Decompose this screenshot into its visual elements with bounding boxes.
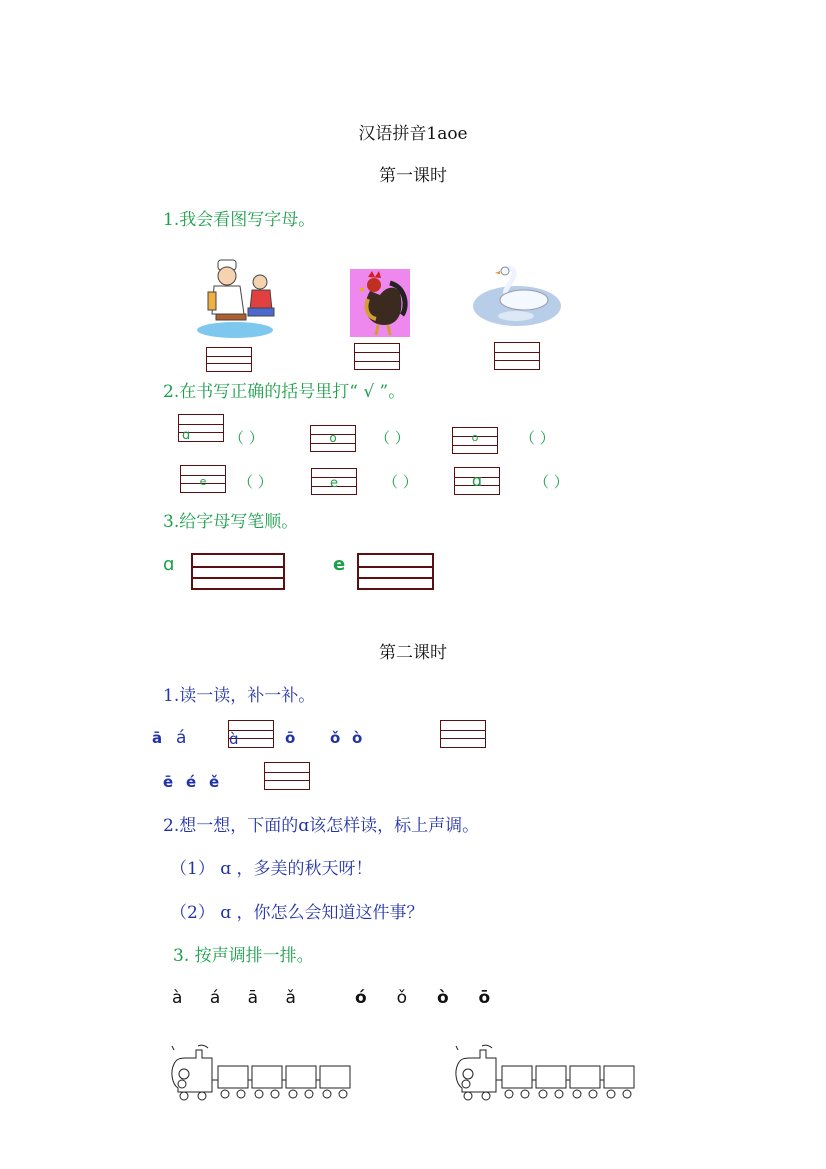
- tone-e2: é: [186, 773, 197, 791]
- fill-grid[interactable]: [264, 762, 310, 790]
- stroke-letter-a: ɑ: [163, 554, 175, 575]
- answer-parens[interactable]: （ ）: [383, 473, 418, 491]
- letter-grid: [311, 468, 357, 495]
- stroke-letter-e: e: [333, 554, 346, 575]
- l1-question-1: 1.我会看图写字母。: [163, 210, 316, 230]
- tone-letter: ō: [478, 988, 491, 1008]
- tone-o1: ō: [285, 729, 296, 747]
- tone-o3: ò: [352, 729, 363, 747]
- lesson1-heading: 第一课时: [379, 166, 447, 186]
- tone-e3: ě: [209, 773, 220, 791]
- l2-q2-item-1: （1） ɑ ，多美的秋天呀！: [170, 859, 373, 879]
- doctor-child-picture: [190, 252, 280, 340]
- tone-letter: ò: [436, 988, 449, 1008]
- writing-grid[interactable]: [206, 347, 252, 372]
- letter-grid: [454, 467, 500, 495]
- tone-row-a: [172, 990, 296, 1007]
- tone-o2: ǒ: [330, 729, 341, 747]
- tone-row-o: [355, 990, 490, 1007]
- stroke-order-grid[interactable]: [191, 553, 285, 590]
- l2-question-1: 1.读一读，补一补。: [163, 686, 316, 706]
- answer-parens[interactable]: （ ）: [229, 429, 264, 447]
- tone-letter: á: [209, 988, 221, 1008]
- l2-q2-item-2: （2） ɑ ，你怎么会知道这件事？: [170, 903, 424, 923]
- tone-letter: à: [172, 988, 183, 1008]
- tone-letter: ā: [247, 988, 259, 1008]
- letter-grid: [452, 427, 498, 454]
- l2-question-2: 2.想一想，下面的ɑ该怎样读，标上声调。: [163, 816, 480, 836]
- tone-letter: ǎ: [285, 988, 296, 1008]
- tone-letter: ǒ: [396, 988, 408, 1008]
- answer-parens[interactable]: （ ）: [238, 473, 273, 491]
- letter-sample: e: [199, 475, 207, 488]
- swan-picture: [472, 262, 562, 330]
- stroke-order-grid[interactable]: [357, 553, 434, 590]
- rooster-picture: [350, 269, 410, 337]
- l1-question-2: 2.在书写正确的括号里打“ √ ”。: [163, 382, 406, 402]
- l1-question-3: 3.给字母写笔顺。: [163, 512, 299, 532]
- tone-a1: ā: [152, 729, 163, 747]
- writing-grid[interactable]: [494, 342, 540, 370]
- fill-grid[interactable]: [228, 720, 274, 748]
- lesson2-heading: 第二课时: [379, 643, 447, 663]
- l2-question-3: 3. 按声调排一排。: [173, 946, 314, 966]
- train-picture: [452, 1044, 644, 1104]
- tone-letter: ó: [355, 988, 367, 1008]
- letter-grid: [180, 465, 226, 493]
- tone-a2: á: [176, 728, 187, 748]
- letter-sample: ɑ: [182, 428, 191, 443]
- answer-parens[interactable]: （ ）: [534, 473, 569, 491]
- answer-parens[interactable]: （ ）: [375, 429, 410, 447]
- letter-sample: o: [471, 431, 479, 444]
- letter-sample: ɑ: [471, 471, 483, 490]
- letter-grid: [310, 425, 356, 452]
- letter-sample: e: [330, 476, 338, 491]
- tone-e1: ē: [163, 773, 174, 791]
- fill-grid[interactable]: [440, 720, 486, 748]
- answer-parens[interactable]: （ ）: [520, 429, 555, 447]
- letter-grid: [178, 414, 224, 442]
- page-title: 汉语拼音1aoe: [358, 124, 468, 144]
- letter-sample: o: [329, 431, 337, 445]
- tone-a3: ɑ̀: [229, 730, 239, 748]
- writing-grid[interactable]: [354, 343, 400, 370]
- train-picture: [168, 1044, 360, 1104]
